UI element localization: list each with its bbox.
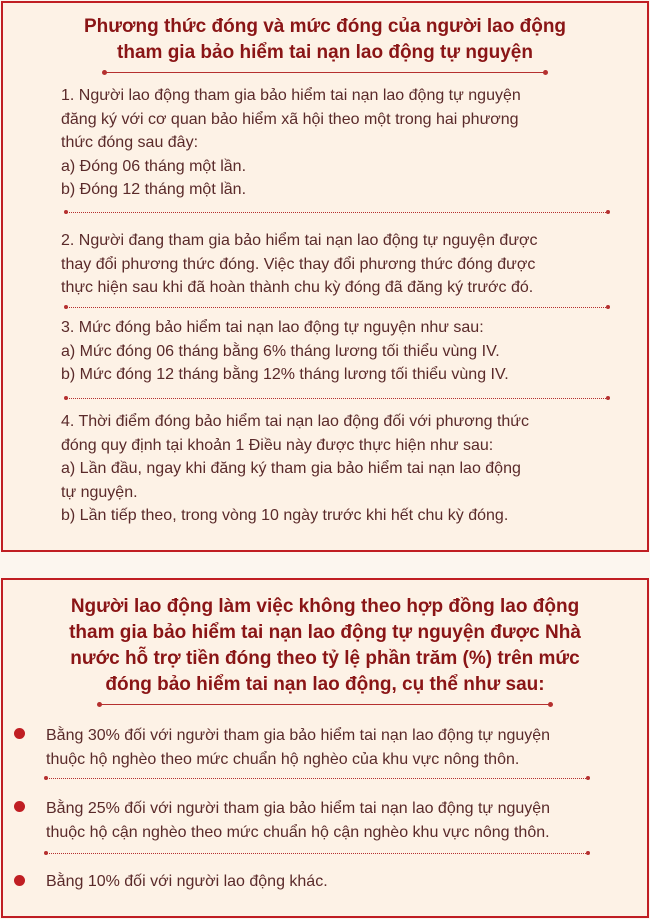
title-line: Người lao động làm việc không theo hợp đồng lao động — [70, 596, 580, 617]
title-line: nước hỗ trợ tiền đóng theo tỷ lệ phần trăm (%) trên mức — [70, 648, 580, 669]
list-item-line: thuộc hộ nghèo theo mức chuẩn hộ nghèo của khu vực nông thôn. — [46, 750, 520, 768]
panel-title — [3, 3, 647, 66]
title-divider — [105, 72, 545, 73]
panel-title — [3, 580, 647, 698]
clause-line: a) Lần đầu, ngay khi đăng ký tham gia bảo hiểm tai nạn lao động — [61, 460, 521, 477]
title-line: tham gia bảo hiểm tai nạn lao động tự nguyện — [117, 42, 533, 63]
clause-3 — [61, 316, 613, 387]
clause-line: thực hiện sau khi đã hoàn thành chu kỳ đóng đã đăng ký trước đó. — [61, 279, 534, 296]
clause-line: đăng ký với cơ quan bảo hiểm xã hội theo một trong hai phương — [61, 110, 519, 128]
clause-1 — [61, 84, 613, 202]
dotted-divider — [46, 853, 588, 854]
list-item-line: Bằng 25% đối với người tham gia bảo hiểm tai nạn lao động tự nguyện — [46, 800, 551, 817]
dotted-divider — [66, 398, 608, 399]
clause-line: 3. Mức đóng bảo hiểm tai nạn lao động tự nguyện như sau: — [61, 319, 484, 336]
list-item — [46, 797, 636, 844]
clause-line: đóng quy định tại khoản 1 Điều này được thực hiện như sau: — [61, 436, 494, 454]
list-item — [46, 870, 636, 894]
clause-line: b) Mức đóng 12 tháng bằng 12% tháng lương tối thiểu vùng IV. — [61, 366, 509, 383]
clause-line: b) Đóng 12 tháng một lần. — [61, 181, 247, 198]
bullet-dot-icon — [14, 875, 25, 886]
clause-line: 1. Người lao động tham gia bảo hiểm tai nạn lao động tự nguyện — [61, 87, 521, 104]
clause-line: tự nguyện. — [61, 483, 138, 501]
title-line: tham gia bảo hiểm tai nạn lao động tự nguyện được Nhà — [69, 622, 581, 643]
list-item-line: Bằng 30% đối với người tham gia bảo hiểm tai nạn lao động tự nguyện — [46, 727, 551, 744]
title-line: đóng bảo hiểm tai nạn lao động, cụ thể như sau: — [105, 674, 545, 695]
list-item-line: thuộc hộ cận nghèo theo mức chuẩn hộ cận nghèo khu vực nông thôn. — [46, 823, 550, 841]
title-line: Phương thức đóng và mức đóng của người lao động — [83, 16, 567, 37]
clause-line: thay đổi phương thức đóng. Việc thay đổi phương thức đóng được — [61, 255, 536, 273]
dotted-divider — [46, 778, 588, 779]
clause-line: b) Lần tiếp theo, trong vòng 10 ngày trước khi hết chu kỳ đóng. — [61, 507, 509, 524]
bullet-dot-icon — [14, 801, 25, 812]
clause-line: a) Mức đóng 06 tháng bằng 6% tháng lương tối thiểu vùng IV. — [61, 342, 500, 360]
title-divider — [100, 704, 550, 705]
clause-line: 4. Thời điểm đóng bảo hiểm tai nạn lao động đối với phương thức — [61, 413, 529, 430]
list-item — [46, 724, 636, 771]
bullet-dot-icon — [14, 728, 25, 739]
clause-2 — [61, 229, 613, 300]
clause-line: a) Đóng 06 tháng một lần. — [61, 157, 247, 175]
dotted-divider — [66, 212, 608, 213]
dotted-divider — [66, 307, 608, 308]
clause-4 — [61, 410, 613, 528]
clause-line: 2. Người đang tham gia bảo hiểm tai nạn lao động tự nguyện được — [61, 232, 538, 249]
list-item-line: Bằng 10% đối với người lao động khác. — [46, 873, 328, 890]
clause-line: thức đóng sau đây: — [61, 134, 199, 151]
